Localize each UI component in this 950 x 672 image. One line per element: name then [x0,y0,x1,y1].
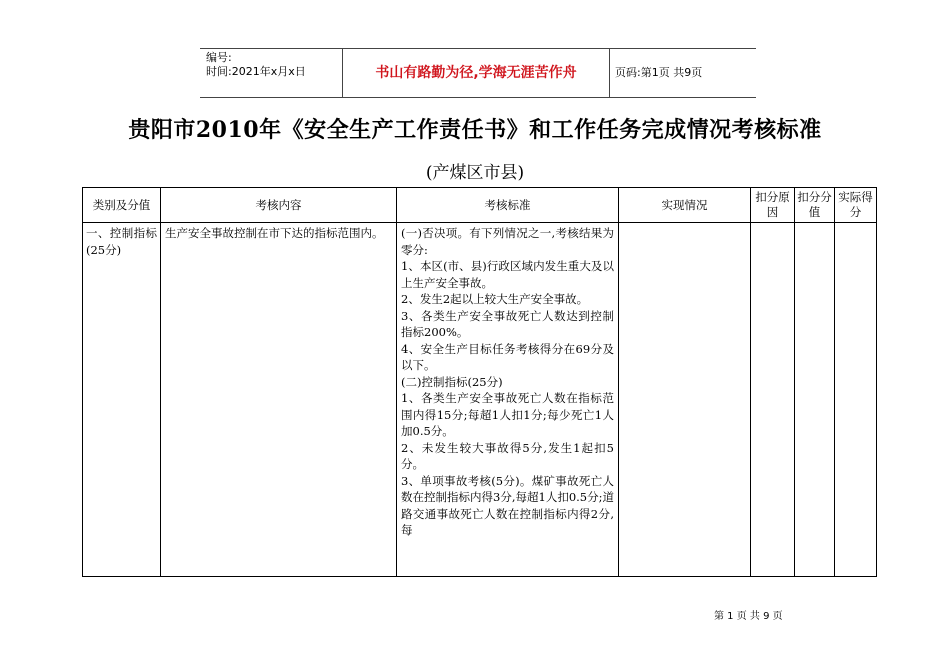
document-title: 贵阳市2010年《安全生产工作责任书》和工作任务完成情况考核标准 [128,117,822,143]
row-deduct-score [795,223,835,577]
document-subtitle: (产煤区市县) [425,163,525,183]
table-header-row [83,188,877,223]
table-row [83,223,877,577]
time-label: 时间:2021年x月x日 [206,65,306,78]
header-deduct-reason: 扣分原因 [751,188,795,223]
row-category: 一、控制指标(25分) [83,223,161,577]
header-status: 实现情况 [619,188,751,223]
number-label: 编号: [206,51,232,64]
row-deduct-reason [751,223,795,577]
standard-line: 1、本区(市、县)行政区域内发生重大及以上生产安全事故。 [401,259,614,290]
header-category: 类别及分值 [83,188,161,223]
standard-line: 4、安全生产目标任务考核得分在69分及以下。 [401,341,614,372]
document-header-box [200,48,756,98]
header-standard: 考核标准 [397,188,619,223]
row-content: 生产安全事故控制在市下达的指标范围内。 [161,223,397,577]
standard-line: 2、未发生较大事故得5分,发生1起扣5分。 [401,440,614,471]
motto-text: 书山有路勤为径,学海无涯苦作舟 [342,49,610,97]
row-status [619,223,751,577]
header-actual-score: 实际得分 [835,188,877,223]
standard-line: 3、各类生产安全事故死亡人数达到控制指标200%。 [401,308,614,339]
page-footer: 第 1 页 共 9 页 [714,611,783,622]
standard-line: (二)控制指标(25分) [401,374,503,389]
header-meta-cell [200,49,342,97]
standard-line: (一)否决项。有下列情况之一,考核结果为零分: [401,226,614,257]
standard-line: 3、单项事故考核(5分)。煤矿事故死亡人数在控制指标内得3分,每超1人扣0.5分;道路交通事故死亡人数在控制指标内得2分,每 [401,473,614,537]
assessment-table [82,187,877,577]
header-deduct-score: 扣分分值 [795,188,835,223]
row-standard [397,223,619,577]
header-page-info: 页码:第1页 共9页 [615,66,703,79]
standard-line: 1、各类生产安全事故死亡人数在指标范围内得15分;每超1人扣1分;每少死亡1人加0.5分。 [401,391,614,438]
row-actual-score [835,223,877,577]
header-content: 考核内容 [161,188,397,223]
standard-line: 2、发生2起以上较大生产安全事故。 [401,292,589,306]
